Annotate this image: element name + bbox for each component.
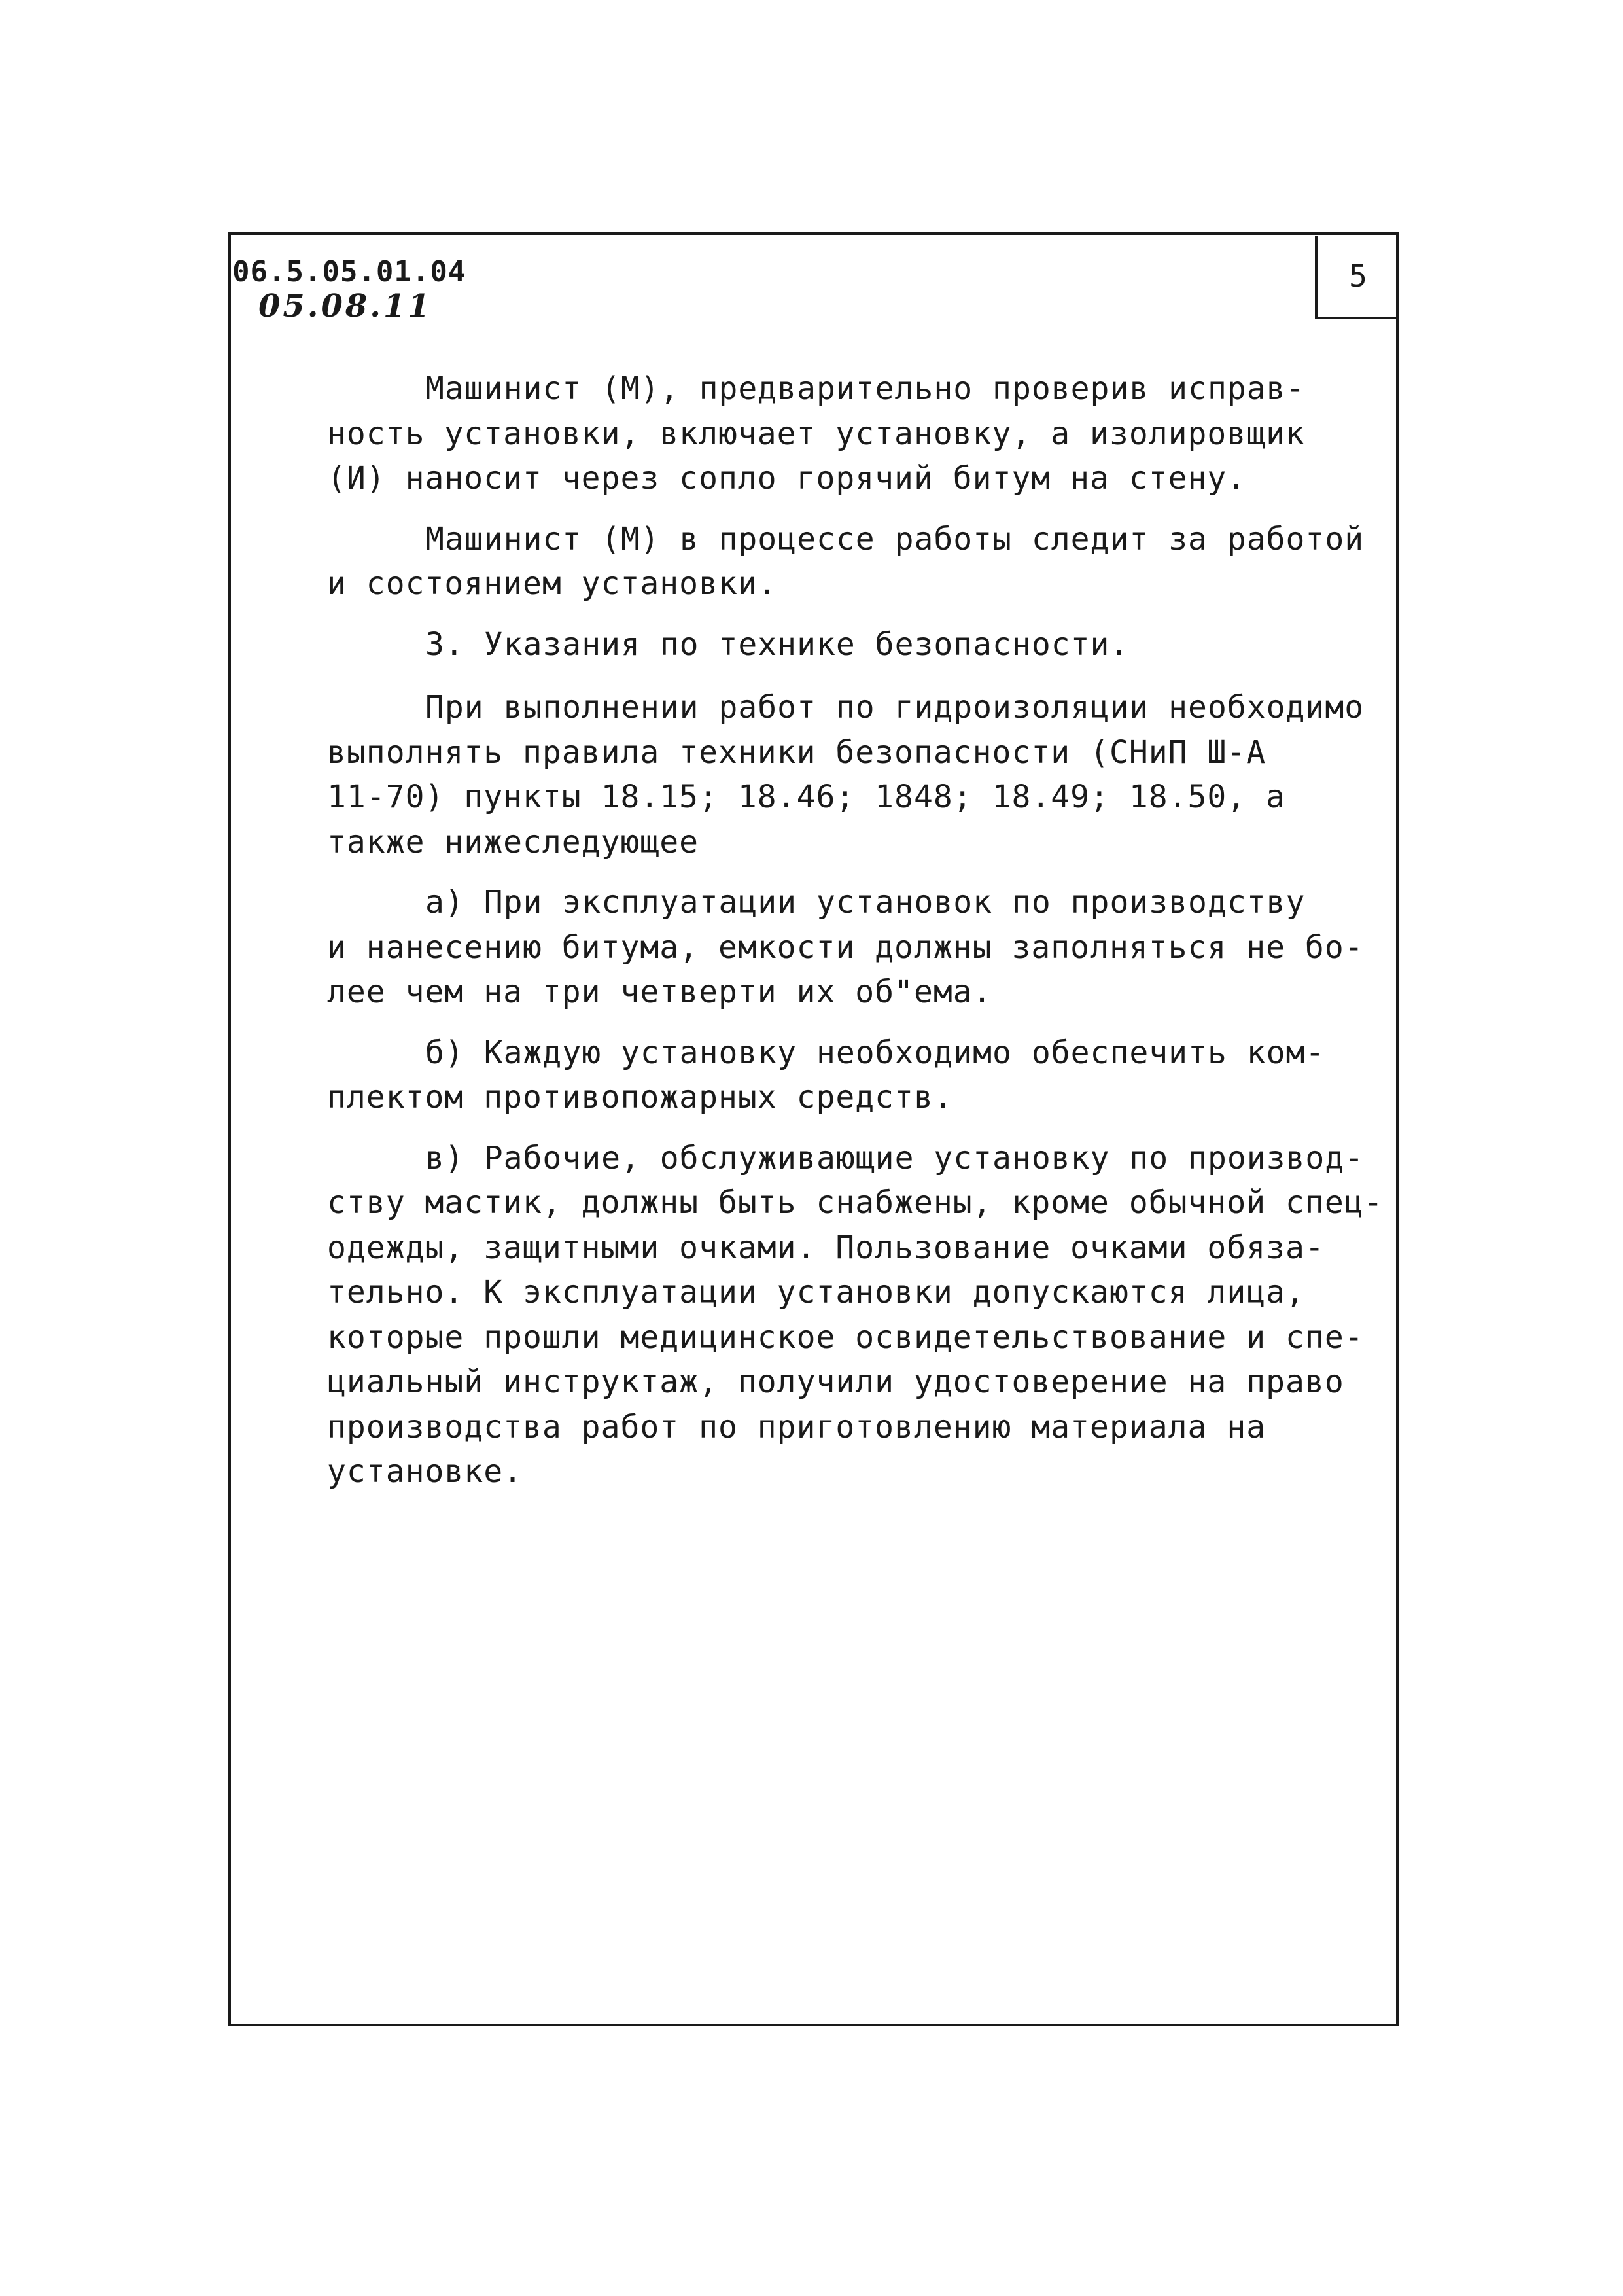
list-item-c: в) Рабочие, обслуживающие установку по производ- ству мастик, должны быть снабжены, кроме обычной спец- одежды, защитными очками. Пользование очками обяза- тельно. К эксплуатации установки допускаются лица, которые прошли медицинское освидетельствование и спе- циальный инструктаж, получили удостоверение на право производства работ по приготовлению материала на установке. bbox=[327, 1139, 1384, 1490]
list-item-b: б) Каждую установку необходимо обеспечить ком- плектом противопожарных средств. bbox=[327, 1034, 1325, 1116]
list-item-a: а) При эксплуатации установок по производству и нанесению битума, емкости должны заполняться не бо- лее чем на три четверти их об"ема. bbox=[327, 884, 1364, 1010]
paragraph-operator-monitoring: Машинист (М) в процессе работы следит за работой и состоянием установки. bbox=[327, 520, 1365, 602]
section-heading-safety: 3. Указания по технике безопасности. bbox=[425, 626, 1130, 663]
page-number-box bbox=[1315, 236, 1399, 319]
document-date: 05.08.11 bbox=[258, 288, 432, 325]
page-number: 5 bbox=[1349, 258, 1367, 294]
paragraph-safety-rules: При выполнении работ по гидроизоляции необходимо выполнять правила техники безопасности (СНиП Ш-А 11-70) пункты 18.15; 18.46; 1848; 18.49; 18.50, а также нижеследующее bbox=[327, 689, 1365, 860]
document-code: 06.5.05.01.04 bbox=[232, 255, 466, 289]
document-body bbox=[327, 366, 1387, 1510]
paragraph-operator-duties: Машинист (М), предварительно проверив исправ- ность установки, включает установку, а изолировщик (И) наносит через сопло горячий битум на стену. bbox=[327, 370, 1306, 497]
